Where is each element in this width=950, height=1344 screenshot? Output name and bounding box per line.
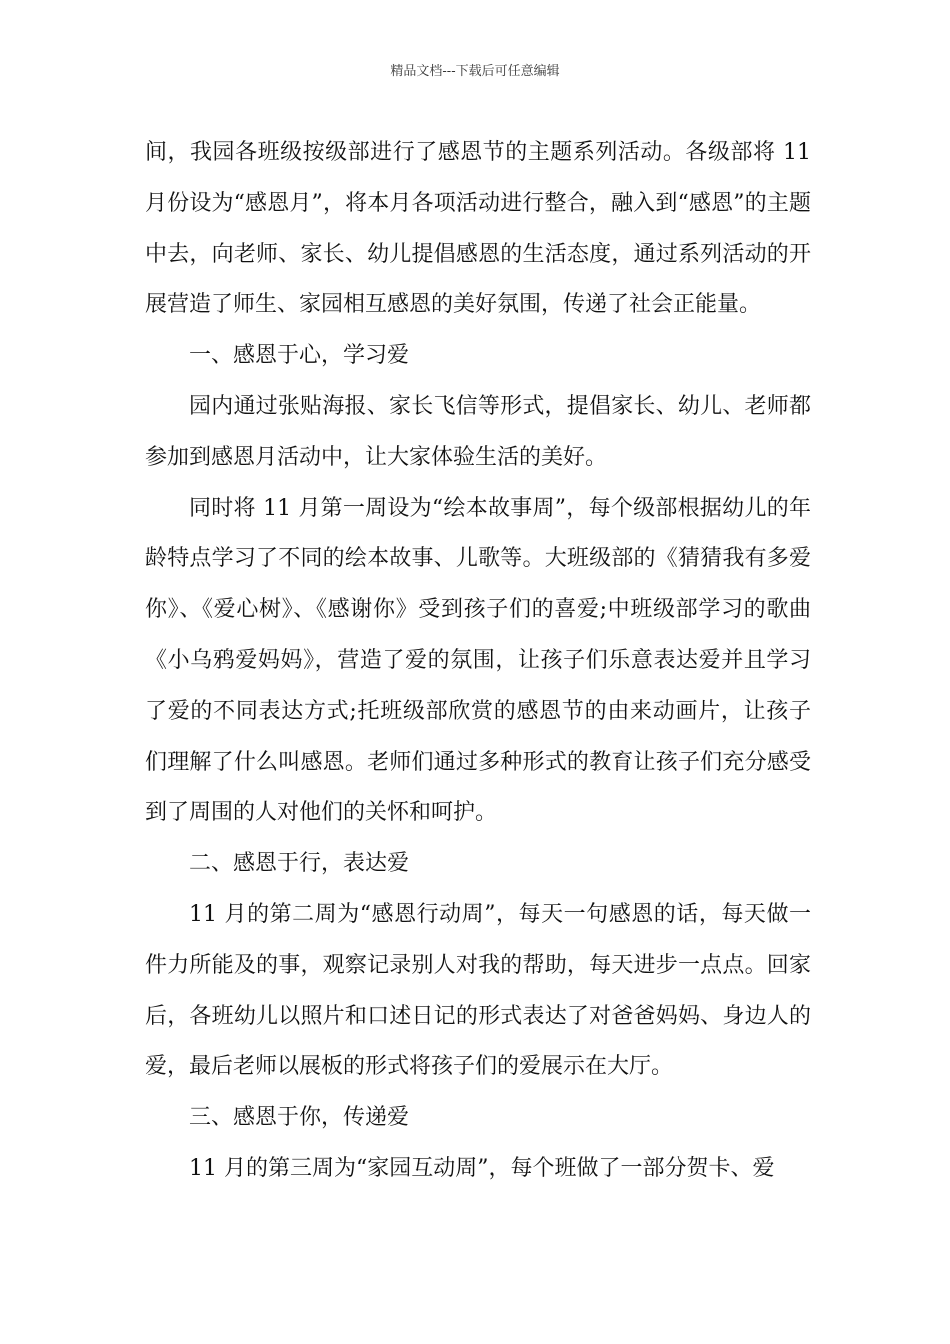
section-heading-3: 三、感恩于你，传递爱 <box>189 1105 410 1131</box>
document-body <box>145 128 811 1195</box>
paragraph-posters: 园内通过张贴海报、家长飞信等形式，提倡家长、幼儿、老师都参加到感恩月活动中，让大家体验生活的美好。 <box>145 393 811 470</box>
paragraph-interaction-week: 11 月的第三周为“家园互动周”，每个班做了一部分贺卡、爱 <box>189 1155 775 1181</box>
paragraph-action-week: 11 月的第二周为“感恩行动周”，每天一句感恩的话，每天做一件力所能及的事，观察记录别人对我的帮助，每天进步一点点。回家后，各班幼儿以照片和口述日记的形式表达了对爸爸妈妈、身边人的爱，最后老师以展板的形式将孩子们的爱展示在大厅。 <box>145 901 811 1080</box>
paragraph-picture-book-week: 同时将 11 月第一周设为“绘本故事周”，每个级部根据幼儿的年龄特点学习了不同的绘本故事、儿歌等。大班级部的《猜猜我有多爱你》、《爱心树》、《感谢你》受到孩子们的喜爱;中班级部学习的歌曲《小乌鸦爱妈妈》，营造了爱的氛围，让孩子们乐意表达爱并且学习了爱的不同表达方式;托班级部欣赏的感恩节的由来动画片，让孩子们理解了什么叫感恩。老师们通过多种形式的教育让孩子们充分感受到了周围的人对他们的关怀和呵护。 <box>145 495 811 826</box>
page-header: 精品文档---下载后可任意编辑 <box>390 64 560 79</box>
section-heading-2: 二、感恩于行，表达爱 <box>189 851 410 877</box>
paragraph-intro: 间，我园各班级按级部进行了感恩节的主题系列活动。各级部将 11 月份设为“感恩月”，将本月各项活动进行整合，融入到“感恩”的主题中去，向老师、家长、幼儿提倡感恩的生活态度，通过系列活动的开展营造了师生、家园相互感恩的美好氛围，传递了社会正能量。 <box>145 140 811 318</box>
section-heading-1: 一、感恩于心，学习爱 <box>189 343 410 369</box>
